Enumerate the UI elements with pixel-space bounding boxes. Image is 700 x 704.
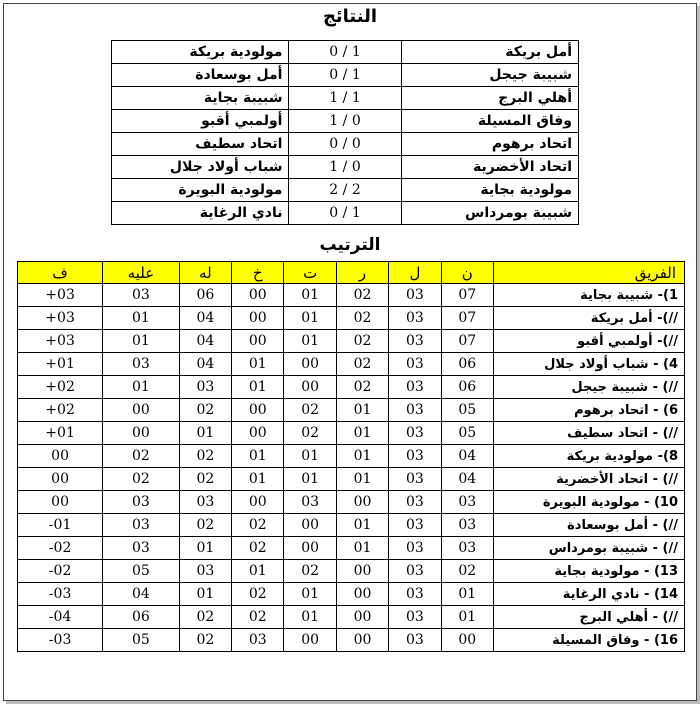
result-home-team: وفاق المسيلة [401, 110, 578, 133]
standings-stat-cell: 02 [179, 399, 231, 422]
standings-stat-cell: 02 [232, 537, 284, 560]
result-away-team: أمل بوسعادة [112, 64, 289, 87]
standings-team-name: //) - اتحاد الأخضرية [494, 468, 685, 491]
standings-stat-cell: 01 [232, 560, 284, 583]
result-away-team: أولمبي أقبو [112, 110, 289, 133]
standings-stat-cell: 00 [232, 307, 284, 330]
standings-team-name: //) - شبيبة بومرداس [494, 537, 685, 560]
results-table [111, 40, 579, 225]
standings-stat-cell: 01 [232, 353, 284, 376]
standings-stat-cell: 00 [336, 560, 388, 583]
result-home-team: أهلي البرج [401, 87, 578, 110]
standings-stat-cell: 01 [103, 330, 179, 353]
standings-stat-cell: 02 [336, 284, 388, 307]
result-score: 1 / 1 [289, 87, 401, 110]
standings-stat-cell: 03 [389, 330, 441, 353]
standings-stat-cell: 03 [441, 514, 493, 537]
standings-stat-cell: 01 [284, 583, 336, 606]
standings-stat-cell: 03 [389, 537, 441, 560]
standings-team-name: 10) - مولودية البويرة [494, 491, 685, 514]
standings-stat-cell: 07 [441, 284, 493, 307]
standings-team-name: //) - شبيبة جيجل [494, 376, 685, 399]
standings-team-name: 16) - وفاق المسيلة [494, 629, 685, 652]
standings-stat-cell: 06 [441, 376, 493, 399]
standings-stat-cell: 03 [103, 284, 179, 307]
result-score: 0 / 1 [289, 110, 401, 133]
standings-stat-cell: 00 [336, 583, 388, 606]
standings-stat-cell: 01 [441, 583, 493, 606]
standings-stat-cell: 04 [179, 330, 231, 353]
standings-stat-cell: 03 [389, 307, 441, 330]
standings-stat-cell: 00 [103, 399, 179, 422]
standings-stat-cell: 01 [232, 445, 284, 468]
standings-stat-cell: 00 [336, 629, 388, 652]
result-row [112, 87, 579, 110]
standings-stat-cell: 01 [284, 307, 336, 330]
standings-stat-cell: 05 [441, 422, 493, 445]
standings-header-cell: ر [336, 262, 388, 284]
standings-stat-cell: 01 [336, 399, 388, 422]
standings-team-name: 8)- مولودية بريكة [494, 445, 685, 468]
standings-stat-cell: 05 [441, 399, 493, 422]
standings-team-name: 6) - اتحاد برهوم [494, 399, 685, 422]
standings-stat-cell: 02- [18, 560, 103, 583]
standings-stat-cell: 03 [389, 399, 441, 422]
standings-row [18, 491, 685, 514]
standings-stat-cell: 01 [179, 537, 231, 560]
standings-stat-cell: 01 [441, 606, 493, 629]
result-row [112, 41, 579, 64]
result-away-team: مولودية البويرة [112, 179, 289, 202]
result-home-team: مولودية بجاية [401, 179, 578, 202]
standings-stat-cell: 03 [389, 514, 441, 537]
standings-stat-cell: 07 [441, 307, 493, 330]
result-score: 1 / 0 [289, 64, 401, 87]
result-score: 0 / 0 [289, 133, 401, 156]
standings-stat-cell: 00 [284, 376, 336, 399]
standings-stat-cell: 06 [441, 353, 493, 376]
standings-row [18, 330, 685, 353]
result-away-team: نادي الرغاية [112, 202, 289, 225]
standings-stat-cell: 00 [232, 284, 284, 307]
result-home-team: شبيبة جيجل [401, 64, 578, 87]
standings-stat-cell: 03 [389, 468, 441, 491]
result-away-team: اتحاد سطيف [112, 133, 289, 156]
standings-row [18, 307, 685, 330]
standings-stat-cell: 03 [179, 560, 231, 583]
standings-stat-cell: 05 [103, 560, 179, 583]
standings-stat-cell: 01 [179, 583, 231, 606]
standings-stat-cell: 02 [179, 514, 231, 537]
standings-team-name: //)- أمل بريكة [494, 307, 685, 330]
result-row [112, 133, 579, 156]
standings-stat-cell: 00 [284, 629, 336, 652]
standings-stat-cell: 02+ [18, 376, 103, 399]
standings-stat-cell: 01 [336, 445, 388, 468]
standings-stat-cell: 07 [441, 330, 493, 353]
standings-stat-cell: 06 [179, 284, 231, 307]
standings-stat-cell: 01 [232, 468, 284, 491]
standings-stat-cell: 02 [284, 399, 336, 422]
standings-stat-cell: 02- [18, 537, 103, 560]
standings-stat-cell: 01 [336, 514, 388, 537]
standings-header-cell: ل [389, 262, 441, 284]
result-home-team: أمل بريكة [401, 41, 578, 64]
standings-row [18, 284, 685, 307]
standings-stat-cell: 01- [18, 514, 103, 537]
standings-stat-cell: 03 [389, 583, 441, 606]
standings-stat-cell: 00 [336, 491, 388, 514]
standings-stat-cell: 03 [389, 606, 441, 629]
standings-stat-cell: 03 [389, 376, 441, 399]
standings-stat-cell: 03 [284, 491, 336, 514]
standings-stat-cell: 03- [18, 629, 103, 652]
standings-stat-cell: 00 [284, 353, 336, 376]
standings-stat-cell: 03 [232, 629, 284, 652]
standings-header-cell: الفريق [494, 262, 685, 284]
standings-stat-cell: 02 [232, 583, 284, 606]
result-home-team: اتحاد الأخضرية [401, 156, 578, 179]
standings-row [18, 376, 685, 399]
result-row [112, 202, 579, 225]
result-score: 2 / 2 [289, 179, 401, 202]
standings-stat-cell: 01 [284, 606, 336, 629]
standings-stat-cell: 03 [389, 629, 441, 652]
standings-stat-cell: 02 [336, 376, 388, 399]
standings-stat-cell: 02 [441, 560, 493, 583]
standings-stat-cell: 03 [389, 284, 441, 307]
standings-header-cell: له [179, 262, 231, 284]
standings-stat-cell: 03 [179, 491, 231, 514]
standings-stat-cell: 00 [18, 468, 103, 491]
result-row [112, 156, 579, 179]
standings-stat-cell: 03 [103, 537, 179, 560]
standings-row [18, 560, 685, 583]
result-row [112, 110, 579, 133]
standings-stat-cell: 06 [103, 606, 179, 629]
standings-stat-cell: 00 [232, 330, 284, 353]
standings-stat-cell: 03 [441, 491, 493, 514]
standings-row [18, 422, 685, 445]
standings-stat-cell: 01+ [18, 422, 103, 445]
standings-header-cell: خ [232, 262, 284, 284]
standings-row [18, 583, 685, 606]
standings-header-cell: ن [441, 262, 493, 284]
standings-stat-cell: 03+ [18, 307, 103, 330]
standings-header-cell: عليه [103, 262, 179, 284]
result-away-team: شبيبة بجاية [112, 87, 289, 110]
standings-stat-cell: 01+ [18, 353, 103, 376]
standings-row [18, 399, 685, 422]
result-away-team: شباب أولاد جلال [112, 156, 289, 179]
standings-stat-cell: 02+ [18, 399, 103, 422]
standings-title: الترتيب [319, 235, 381, 255]
result-score: 0 / 1 [289, 156, 401, 179]
standings-stat-cell: 03 [389, 353, 441, 376]
standings-stat-cell: 02 [336, 353, 388, 376]
standings-team-name: 1)- شبيبة بجاية [494, 284, 685, 307]
standings-stat-cell: 00 [103, 422, 179, 445]
standings-stat-cell: 03 [103, 491, 179, 514]
standings-stat-cell: 03 [179, 376, 231, 399]
standings-row [18, 468, 685, 491]
standings-stat-cell: 00 [336, 606, 388, 629]
standings-table [17, 261, 685, 652]
standings-stat-cell: 02 [179, 606, 231, 629]
standings-stat-cell: 03+ [18, 330, 103, 353]
standings-header-row [18, 262, 685, 284]
standings-stat-cell: 01 [284, 468, 336, 491]
standings-stat-cell: 03 [389, 422, 441, 445]
standings-row [18, 537, 685, 560]
standings-stat-cell: 02 [232, 514, 284, 537]
result-away-team: مولودية بريكة [112, 41, 289, 64]
result-row [112, 64, 579, 87]
standings-stat-cell: 01 [336, 422, 388, 445]
result-home-team: اتحاد برهوم [401, 133, 578, 156]
standings-stat-cell: 01 [232, 376, 284, 399]
standings-stat-cell: 03 [103, 514, 179, 537]
standings-stat-cell: 02 [284, 422, 336, 445]
standings-row [18, 606, 685, 629]
standings-stat-cell: 03 [389, 445, 441, 468]
standings-team-name: //)- أولمبي أقبو [494, 330, 685, 353]
result-row [112, 179, 579, 202]
standings-stat-cell: 00 [232, 491, 284, 514]
standings-header-cell: ف [18, 262, 103, 284]
standings-team-name: //) - اتحاد سطيف [494, 422, 685, 445]
standings-stat-cell: 03 [389, 560, 441, 583]
standings-row [18, 353, 685, 376]
standings-stat-cell: 01 [284, 284, 336, 307]
standings-stat-cell: 04 [179, 307, 231, 330]
standings-stat-cell: 01 [284, 445, 336, 468]
standings-stat-cell: 01 [284, 330, 336, 353]
standings-row [18, 514, 685, 537]
standings-stat-cell: 01 [103, 307, 179, 330]
standings-stat-cell: 00 [18, 445, 103, 468]
standings-team-name: 4) - شباب أولاد جلال [494, 353, 685, 376]
standings-stat-cell: 02 [179, 445, 231, 468]
standings-stat-cell: 02 [232, 606, 284, 629]
standings-stat-cell: 04 [441, 445, 493, 468]
standings-stat-cell: 03- [18, 583, 103, 606]
standings-stat-cell: 01 [336, 468, 388, 491]
standings-team-name: 13) - مولودية بجاية [494, 560, 685, 583]
standings-stat-cell: 03 [103, 353, 179, 376]
standings-row [18, 629, 685, 652]
standings-stat-cell: 00 [232, 399, 284, 422]
standings-stat-cell: 00 [284, 537, 336, 560]
standings-stat-cell: 02 [179, 468, 231, 491]
result-home-team: شبيبة بومرداس [401, 202, 578, 225]
standings-stat-cell: 02 [336, 330, 388, 353]
results-title: النتائج [322, 6, 378, 27]
standings-stat-cell: 00 [441, 629, 493, 652]
standings-stat-cell: 00 [284, 514, 336, 537]
standings-row [18, 445, 685, 468]
standings-stat-cell: 04 [179, 353, 231, 376]
standings-stat-cell: 05 [103, 629, 179, 652]
standings-stat-cell: 04- [18, 606, 103, 629]
standings-stat-cell: 02 [103, 445, 179, 468]
standings-stat-cell: 01 [336, 537, 388, 560]
standings-stat-cell: 04 [103, 583, 179, 606]
standings-header-cell: ت [284, 262, 336, 284]
standings-stat-cell: 03 [389, 491, 441, 514]
result-score: 1 / 0 [289, 41, 401, 64]
standings-stat-cell: 02 [103, 468, 179, 491]
standings-stat-cell: 04 [441, 468, 493, 491]
standings-stat-cell: 02 [179, 629, 231, 652]
standings-stat-cell: 03+ [18, 284, 103, 307]
standings-team-name: //) - أمل بوسعادة [494, 514, 685, 537]
result-score: 1 / 0 [289, 202, 401, 225]
standings-stat-cell: 02 [336, 307, 388, 330]
standings-stat-cell: 01 [179, 422, 231, 445]
standings-stat-cell: 03 [441, 537, 493, 560]
standings-team-name: 14) - نادي الرغاية [494, 583, 685, 606]
standings-stat-cell: 00 [18, 491, 103, 514]
standings-team-name: //) - أهلي البرج [494, 606, 685, 629]
standings-stat-cell: 00 [232, 422, 284, 445]
standings-stat-cell: 01 [103, 376, 179, 399]
standings-stat-cell: 02 [284, 560, 336, 583]
